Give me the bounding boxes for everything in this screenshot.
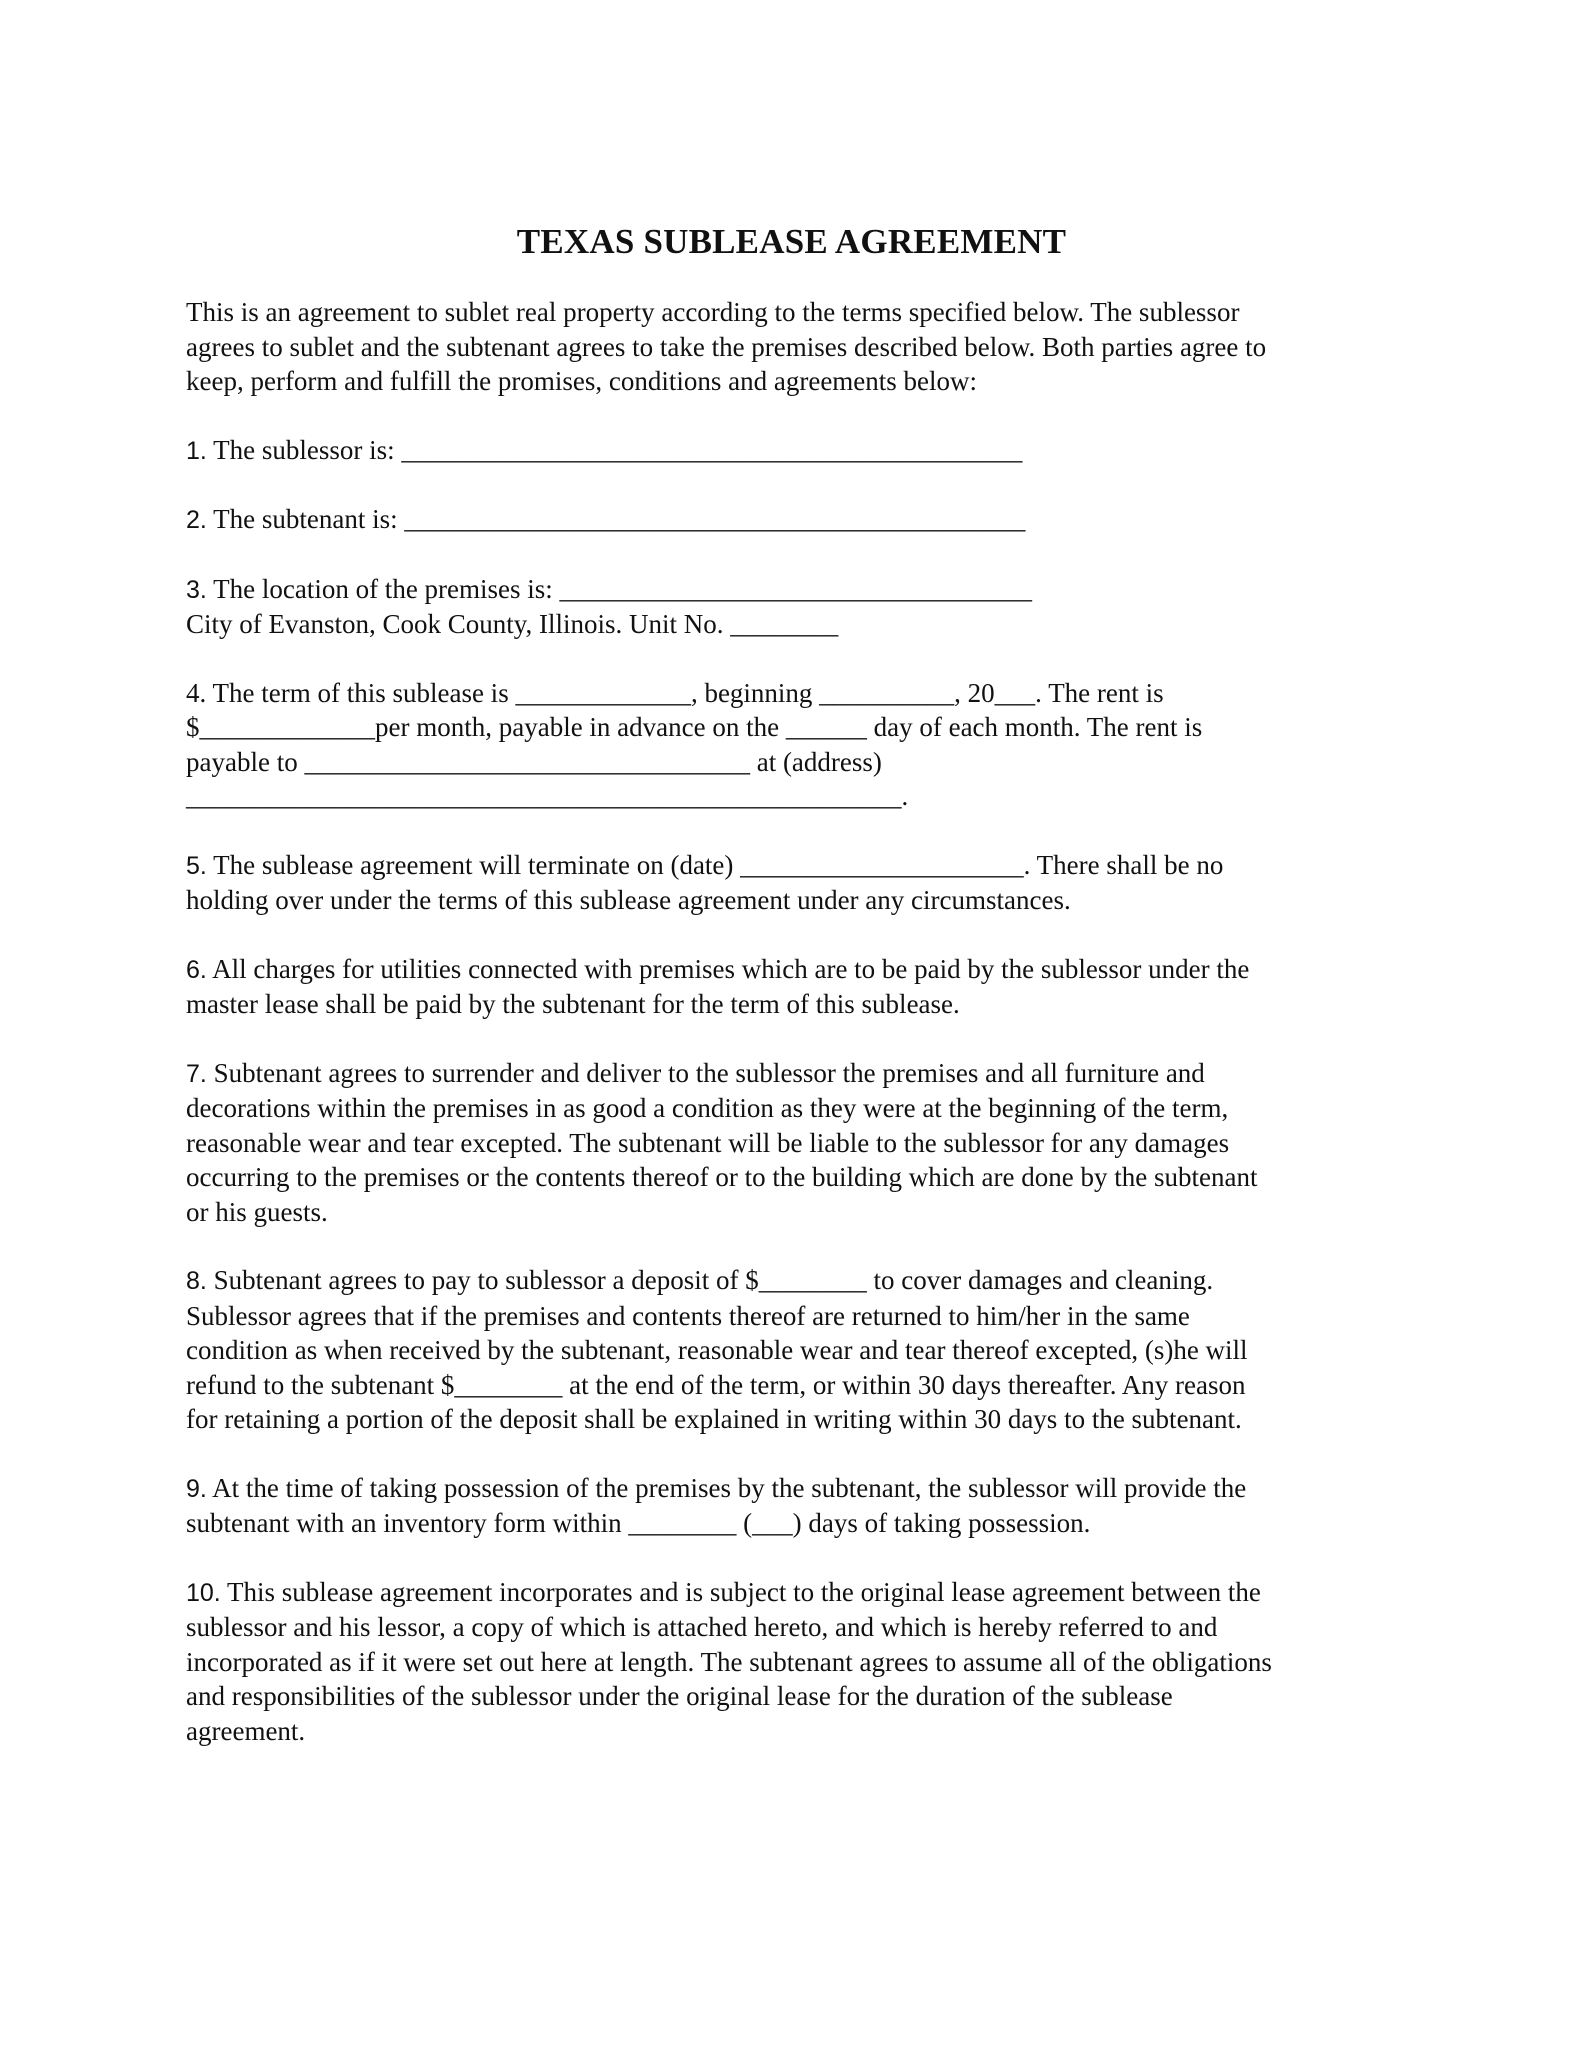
clause-line <box>186 1575 1416 1611</box>
clause-9 <box>186 1471 1416 1541</box>
clause-line <box>186 1263 1416 1299</box>
clause-line: for retaining a portion of the deposit shall be explained in writing within 30 days to the subtenant. <box>186 1404 1242 1434</box>
clause-line: incorporated as if it were set out here at length. The subtenant agrees to assume all of the obligations <box>186 1646 1272 1677</box>
clause-line <box>186 433 1416 469</box>
clause-line <box>186 572 1416 608</box>
clause-number: 9. <box>186 1474 207 1503</box>
clause-line <box>186 848 1416 884</box>
clause-line: refund to the subtenant $________ at the end of the term, or within 30 days thereafter. Any reason <box>186 1369 1246 1400</box>
intro-line: keep, perform and fulfill the promises, conditions and agreements below: <box>186 366 978 396</box>
clause-10 <box>186 1575 1416 1749</box>
clause-line: agreement. <box>186 1715 306 1746</box>
clause-text: This sublease agreement incorporates and is subject to the original lease agreement between the <box>220 1576 1261 1607</box>
clause-line: and responsibilities of the sublessor under the original lease for the duration of the sublease <box>186 1681 1173 1711</box>
clause-line: or his guests. <box>186 1196 328 1227</box>
clause-number: 8. <box>186 1267 207 1295</box>
clause-line: decorations within the premises in as good a condition as they were at the beginning of the term, <box>186 1093 1229 1123</box>
clause-number: 5. <box>186 851 207 880</box>
clause-line: reasonable wear and tear excepted. The subtenant will be liable to the sublessor for any damages <box>186 1127 1230 1158</box>
clause-text: The subtenant is: ______________________________________________ <box>206 504 1026 534</box>
clause-line: _____________________________________________________. <box>186 781 909 811</box>
clause-line <box>186 676 1416 711</box>
clause-line: condition as when received by the subtenant, reasonable wear and tear thereof excepted, (s)he will <box>186 1335 1248 1365</box>
intro-paragraph <box>186 295 1416 399</box>
clause-number: 7. <box>186 1059 207 1088</box>
clause-line: master lease shall be paid by the subtenant for the term of this sublease. <box>186 989 960 1019</box>
clause-line <box>186 952 1416 988</box>
clause-number: 10. <box>186 1578 221 1607</box>
clause-text: The location of the premises is: ___________________________________ <box>206 573 1033 604</box>
document-title: TEXAS SUBLEASE AGREEMENT <box>516 222 1067 261</box>
clause-number: 4. <box>186 677 207 708</box>
clause-text: Subtenant agrees to surrender and deliver to the sublessor the premises and all furniture and <box>206 1057 1205 1088</box>
clause-line <box>186 502 1416 538</box>
clause-text: The sublessor is: ______________________________________________ <box>206 434 1023 465</box>
clause-line: subtenant with an inventory form within ________ (___) days of taking possession. <box>186 1508 1091 1538</box>
clause-line: $_____________per month, payable in advance on the ______ day of each month. The rent is <box>186 712 1203 742</box>
clause-text: Subtenant agrees to pay to sublessor a deposit of $________ to cover damages and cleaning. <box>206 1265 1214 1295</box>
clause-text: All charges for utilities connected with premises which are to be paid by the sublessor under the <box>206 953 1250 984</box>
clause-2 <box>186 502 1416 538</box>
clause-number: 3. <box>186 575 207 604</box>
clause-number: 1. <box>186 436 207 465</box>
clause-number: 6. <box>186 955 207 984</box>
document-body <box>186 295 1416 1782</box>
clause-text: At the time of taking possession of the premises by the subtenant, the sublessor will provide the <box>206 1472 1247 1503</box>
clause-line: sublessor and his lessor, a copy of which is attached hereto, and which is hereby referred to and <box>186 1612 1218 1642</box>
clause-1 <box>186 433 1416 469</box>
clause-6 <box>186 952 1416 1022</box>
clause-line <box>186 1471 1416 1507</box>
clause-text: The sublease agreement will terminate on (date) _____________________. There shall be no <box>206 849 1224 880</box>
clause-text: The term of this sublease is _____________, beginning __________, 20___. The rent is <box>206 677 1164 708</box>
clause-3 <box>186 572 1416 642</box>
clause-line: occurring to the premises or the contents thereof or to the building which are done by the subtenant <box>186 1162 1258 1192</box>
clause-line: Sublessor agrees that if the premises and contents thereof are returned to him/her in the same <box>186 1300 1190 1331</box>
clause-8 <box>186 1263 1416 1437</box>
clause-number: 2. <box>186 506 207 534</box>
clause-4 <box>186 676 1416 814</box>
clause-line <box>186 1056 1416 1092</box>
intro-line: agrees to sublet and the subtenant agrees to take the premises described below. Both parties agree to <box>186 331 1267 362</box>
clause-line: holding over under the terms of this sublease agreement under any circumstances. <box>186 885 1071 915</box>
clause-7 <box>186 1056 1416 1230</box>
clause-line: City of Evanston, Cook County, Illinois. Unit No. ________ <box>186 609 839 639</box>
intro-line: This is an agreement to sublet real property according to the terms specified below. The sublessor <box>186 297 1240 327</box>
clause-line: payable to _________________________________ at (address) <box>186 746 882 777</box>
clause-5 <box>186 848 1416 918</box>
